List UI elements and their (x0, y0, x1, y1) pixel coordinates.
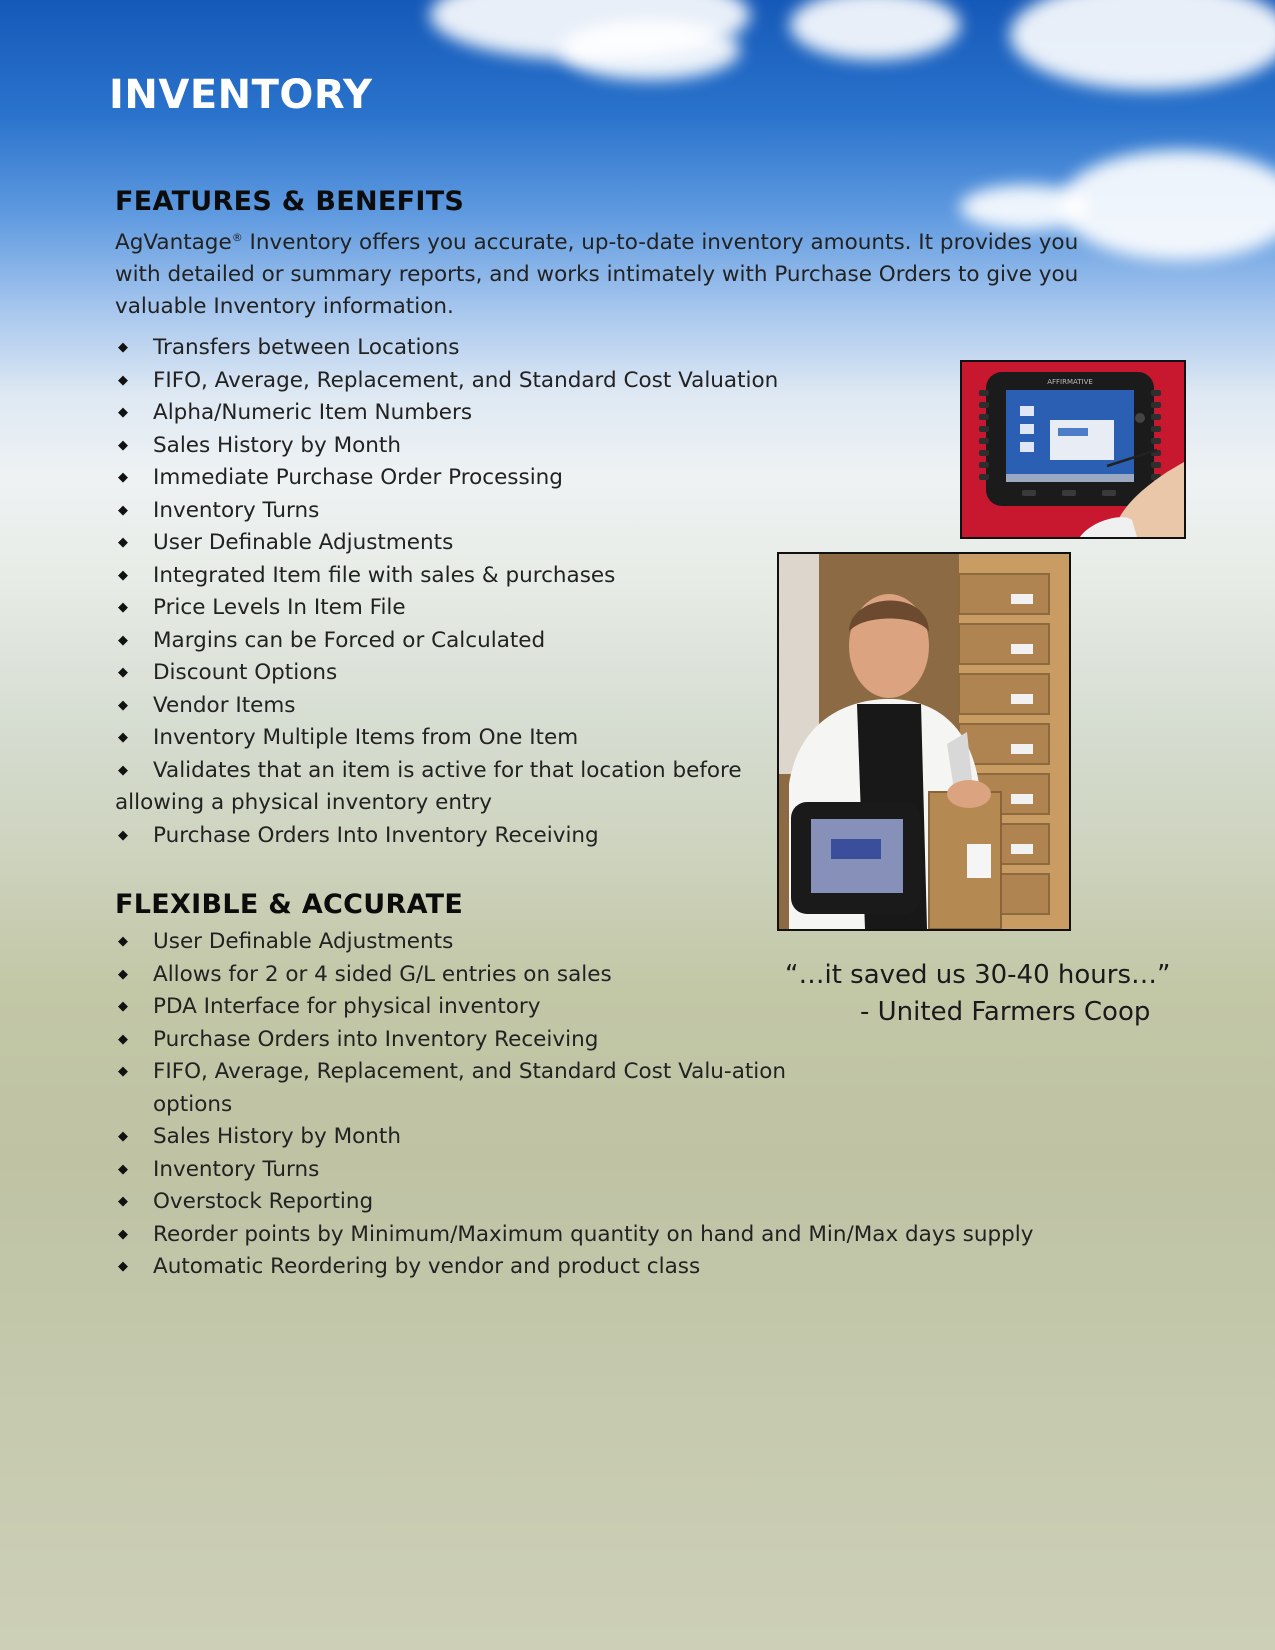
list-item: ◆ Integrated Item file with sales & purchases (115, 560, 795, 593)
registered-mark: ® (231, 231, 243, 244)
list-item: ◆ Inventory Multiple Items from One Item (115, 722, 795, 755)
list-item: ◆ Overstock Reporting (115, 1186, 1125, 1219)
brand-name: AgVantage (115, 230, 232, 256)
list-item: ◆ Allows for 2 or 4 sided G/L entries on sales (115, 959, 1125, 992)
page-title: INVENTORY (109, 72, 373, 118)
cloud (1010, 0, 1275, 90)
list-item: ◆ Inventory Turns (115, 1154, 1125, 1187)
list-item: ◆ Vendor Items (115, 690, 795, 723)
quote-attribution: - United Farmers Coop (860, 997, 1151, 1027)
intro-text: Inventory offers you accurate, up-to-date inventory amounts. It provides you with detailed or summary reports, and works intimately with Purchase Orders to give you valuable Inventory information. (115, 230, 1079, 320)
list-item: ◆ Purchase Orders Into Inventory Receiving (115, 820, 795, 853)
features-list (115, 332, 795, 852)
testimonial-quote (785, 957, 1185, 1031)
list-item: ◆ FIFO, Average, Replacement, and Standard Cost Valuation (115, 365, 795, 398)
flexible-heading: FLEXIBLE & ACCURATE (115, 889, 464, 920)
quote-text: “…it saved us 30-40 hours…” (785, 960, 1171, 990)
cloud (560, 20, 740, 80)
list-item: ◆ Automatic Reordering by vendor and product class (115, 1251, 1125, 1284)
list-item: ◆ Sales History by Month (115, 1121, 1125, 1154)
tablet-photo (960, 360, 1186, 539)
cloud (790, 0, 960, 60)
list-item: ◆ Inventory Turns (115, 495, 795, 528)
worker-illustration (779, 554, 1069, 929)
list-item: ◆ Price Levels In Item File (115, 592, 795, 625)
list-item: ◆ Purchase Orders into Inventory Receiving (115, 1024, 1125, 1057)
list-item: ◆ Reorder points by Minimum/Maximum quantity on hand and Min/Max days supply (115, 1219, 1125, 1252)
list-item: ◆ Immediate Purchase Order Processing (115, 462, 795, 495)
list-item: ◆ Discount Options (115, 657, 795, 690)
list-item: ◆ PDA Interface for physical inventory (115, 991, 1125, 1024)
list-item: ◆ User Definable Adjustments (115, 926, 1125, 959)
features-intro (115, 222, 1095, 323)
list-item: ◆ FIFO, Average, Replacement, and Standard Cost Valu-ation options (115, 1056, 793, 1121)
tablet-illustration (962, 362, 1184, 537)
features-heading: FEATURES & BENEFITS (115, 186, 465, 217)
device-brand-label: AFFIRMATIVE (1047, 378, 1093, 386)
list-item: ◆ Alpha/Numeric Item Numbers (115, 397, 795, 430)
list-item: ◆ Validates that an item is active for that location before allowing a physical inventory entry (115, 755, 795, 820)
list-item: ◆ Sales History by Month (115, 430, 795, 463)
list-item: ◆ Transfers between Locations (115, 332, 795, 365)
list-item: ◆ User Definable Adjustments (115, 527, 795, 560)
list-item: ◆ Margins can be Forced or Calculated (115, 625, 795, 658)
warehouse-worker-photo (777, 552, 1071, 931)
